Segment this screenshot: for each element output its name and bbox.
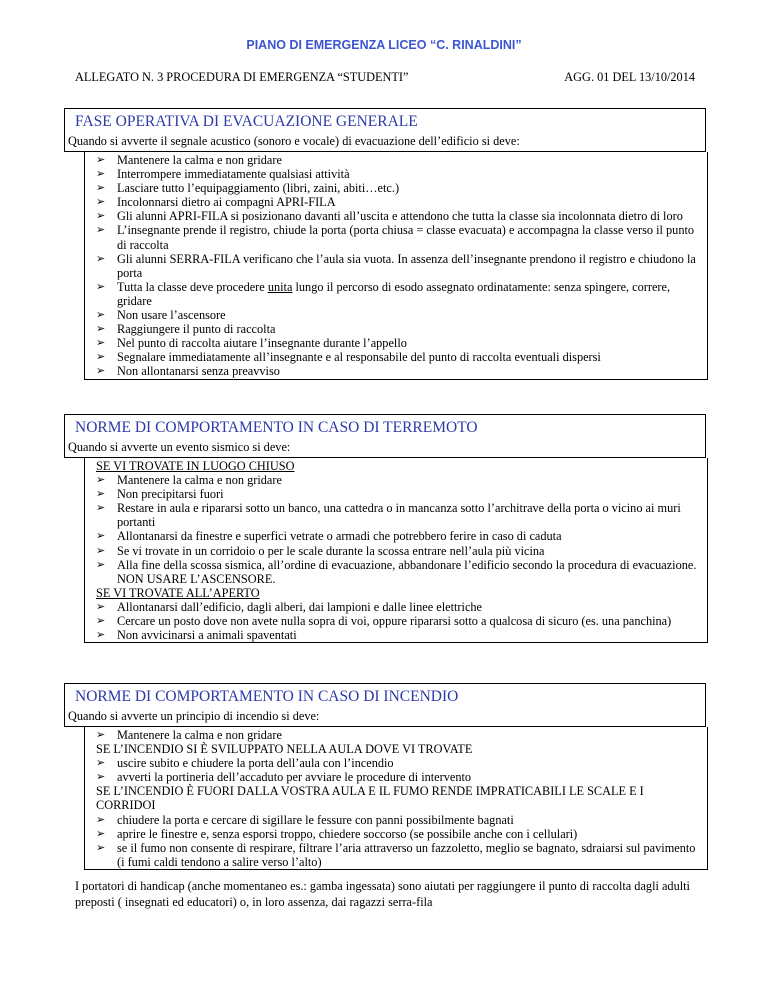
- list-item-text: Tutta la classe deve procedere: [117, 279, 268, 294]
- list-item: [96, 223, 701, 251]
- list-item: [96, 308, 701, 322]
- list-item-text: Mantenere la calma e non gridare: [117, 473, 282, 488]
- list-item-text: Non precipitarsi fuori: [117, 487, 224, 502]
- section-title: NORME DI COMPORTAMENTO IN CASO DI INCENDIO: [75, 688, 459, 705]
- list-item-text: chiudere la porta e cercare di sigillare le fessure con panni possibilmente bagnati: [117, 812, 514, 827]
- list-item: [96, 336, 701, 350]
- list-item: [96, 322, 701, 336]
- arrow-bullet-icon: ➢: [96, 614, 106, 628]
- document-revision: AGG. 01 DEL 13/10/2014: [564, 70, 695, 84]
- arrow-bullet-icon: ➢: [96, 364, 106, 378]
- list-item: [96, 728, 701, 742]
- list-item-text: Se vi trovate in un corridoio o per le scale durante la scossa entrare nell’aula più vicina: [117, 543, 545, 558]
- arrow-bullet-icon: ➢: [96, 628, 106, 642]
- list-item: [96, 181, 701, 195]
- list-item-text-continued: lungo il percorso di esodo assegnato ordinatamente: senza spingere, correre, gridare: [117, 279, 671, 308]
- list-item: [96, 529, 701, 543]
- arrow-bullet-icon: ➢: [96, 501, 106, 515]
- arrow-bullet-icon: ➢: [96, 543, 106, 557]
- list-item: [96, 600, 701, 614]
- list-item-text: Interrompere immediatamente qualsiasi attività: [117, 167, 350, 182]
- subheading: SE L’INCENDIO SI È SVILUPPATO NELLA AULA DOVE VI TROVATE: [96, 742, 473, 757]
- subheading: SE VI TROVATE IN LUOGO CHIUSO: [96, 459, 295, 473]
- list-item-text: Lasciare tutto l’equipaggiamento (libri, zaini, abiti…etc.): [117, 181, 400, 196]
- list-item-text: Non avvicinarsi a animali spaventati: [117, 628, 297, 643]
- list-item-text: Non allontanarsi senza preavviso: [117, 364, 280, 379]
- list-item-text: Raggiungere il punto di raccolta: [117, 322, 276, 337]
- list-item: [96, 350, 701, 364]
- list-item: [96, 167, 701, 181]
- list-item: [96, 827, 701, 841]
- list-item: [96, 770, 701, 784]
- list-item-text: Nel punto di raccolta aiutare l’insegnante durante l’appello: [117, 336, 407, 351]
- list-item: [96, 841, 701, 869]
- list-item-text: Gli alunni SERRA-FILA verificano che l’aula sia vuota. In assenza dell’insegnante prendono il registro e chiudono la porta: [117, 251, 696, 280]
- section-fire-list: [84, 727, 708, 870]
- section-fire-title-box: [64, 683, 706, 707]
- list-item: [96, 195, 701, 209]
- section-intro: Quando si avverte un principio di incendio si deve:: [64, 707, 706, 727]
- section-earthquake-list: [84, 458, 708, 643]
- arrow-bullet-icon: ➢: [96, 209, 106, 223]
- arrow-bullet-icon: ➢: [96, 308, 106, 322]
- list-item-text: avverti la portineria dell’accaduto per avviare le procedure di intervento: [117, 770, 472, 785]
- section-title: NORME DI COMPORTAMENTO IN CASO DI TERREMOTO: [75, 419, 478, 436]
- section-evacuation-title-box: [64, 108, 706, 132]
- footer-note: I portatori di handicap (anche momentaneo es.: gamba ingessata) sono aiutati per raggiungere il punto di raccolta dagli adulti preposti ( insegnati ed educatori) o, in loro assenza, dai ragazzi serra-fila: [75, 879, 690, 909]
- arrow-bullet-icon: ➢: [96, 557, 106, 571]
- arrow-bullet-icon: ➢: [96, 223, 106, 237]
- list-item: [96, 209, 701, 223]
- list-item: [96, 364, 701, 378]
- list-item-text: Segnalare immediatamente all’insegnante e al responsabile del punto di raccolta eventuali dispersi: [117, 350, 601, 365]
- list-item: [96, 544, 701, 558]
- list-item-text: Restare in aula e ripararsi sotto un banco, una cattedra o in mancanza sotto l’architrave della porta o vicino ai muri portanti: [117, 501, 681, 530]
- section-earthquake-title-box: [64, 414, 706, 438]
- list-item: [96, 614, 701, 628]
- arrow-bullet-icon: ➢: [96, 195, 106, 209]
- arrow-bullet-icon: ➢: [96, 840, 106, 854]
- list-item: [96, 252, 701, 280]
- list-item: [96, 501, 701, 529]
- list-item: [96, 756, 701, 770]
- arrow-bullet-icon: ➢: [96, 279, 106, 293]
- list-item-text: Non usare l’ascensore: [117, 308, 226, 323]
- list-item: [96, 628, 701, 642]
- underlined-word: unita: [267, 279, 293, 294]
- list-item-text: Mantenere la calma e non gridare: [117, 153, 282, 167]
- list-item: [96, 473, 701, 487]
- list-item: [96, 487, 701, 501]
- arrow-bullet-icon: ➢: [96, 599, 106, 613]
- list-item-text: L’insegnante prende il registro, chiude la porta (porta chiusa = classe evacuata) e accompagna la classe verso il punto di raccolta: [117, 223, 695, 252]
- arrow-bullet-icon: ➢: [96, 756, 106, 770]
- list-item-text: Allontanarsi da finestre e superfici vetrate o armadi che potrebbero ferire in caso di caduta: [117, 529, 562, 544]
- list-item: [96, 280, 701, 308]
- list-item-text: se il fumo non consente di respirare, filtrare l’aria attraverso un fazzoletto, meglio se bagnato, sdraiarsi sul pavimento (i fumi caldi tendono a salire verso l’alto): [117, 840, 696, 869]
- section-evacuation-list: [84, 152, 708, 380]
- arrow-bullet-icon: ➢: [96, 251, 106, 265]
- list-item-text: Mantenere la calma e non gridare: [117, 728, 282, 742]
- list-item-text: Incolonnarsi dietro ai compagni APRI-FILA: [117, 195, 336, 210]
- list-item-text: aprire le finestre e, senza esporsi troppo, chiedere soccorso (se possibile anche con i cellulari): [117, 826, 578, 841]
- list-item-text: uscire subito e chiudere la porta dell’aula con l’incendio: [117, 756, 394, 771]
- subheading: SE VI TROVATE ALL’APERTO: [96, 585, 260, 600]
- arrow-bullet-icon: ➢: [96, 336, 106, 350]
- arrow-bullet-icon: ➢: [96, 322, 106, 336]
- list-item: [96, 558, 701, 586]
- arrow-bullet-icon: ➢: [96, 826, 106, 840]
- arrow-bullet-icon: ➢: [96, 487, 106, 501]
- page-title: PIANO DI EMERGENZA LICEO “C. RINALDINI”: [246, 38, 522, 52]
- list-item-text: Gli alunni APRI-FILA si posizionano davanti all’uscita e attendono che tutta la classe sia incolonnata dietro di loro: [117, 209, 683, 224]
- document-reference: ALLEGATO N. 3 PROCEDURA DI EMERGENZA “STUDENTI”: [75, 70, 409, 84]
- list-item-text: Alla fine della scossa sismica, all’ordine di evacuazione, abbandonare l’edificio secondo la procedura di evacuazione. NON USARE L’ASCENSORE.: [117, 557, 697, 586]
- arrow-bullet-icon: ➢: [96, 770, 106, 784]
- list-item: [96, 153, 701, 167]
- arrow-bullet-icon: ➢: [96, 167, 106, 181]
- arrow-bullet-icon: ➢: [96, 812, 106, 826]
- arrow-bullet-icon: ➢: [96, 181, 106, 195]
- arrow-bullet-icon: ➢: [96, 473, 106, 487]
- section-title: FASE OPERATIVA DI EVACUAZIONE GENERALE: [75, 113, 418, 130]
- list-item-text: Cercare un posto dove non avete nulla sopra di voi, oppure ripararsi sotto a qualcosa di sicuro (es. una panchina): [117, 614, 672, 629]
- arrow-bullet-icon: ➢: [96, 153, 106, 166]
- subheading: SE L’INCENDIO È FUORI DALLA VOSTRA AULA E IL FUMO RENDE IMPRATICABILI LE SCALE E I CORRIDOI: [96, 784, 644, 813]
- section-intro: Quando si avverte un evento sismico si deve:: [64, 438, 706, 458]
- list-item-text: Allontanarsi dall’edificio, dagli alberi, dai lampioni e dalle linee elettriche: [117, 599, 483, 614]
- arrow-bullet-icon: ➢: [96, 529, 106, 543]
- arrow-bullet-icon: ➢: [96, 350, 106, 364]
- arrow-bullet-icon: ➢: [96, 728, 106, 741]
- section-intro: Quando si avverte il segnale acustico (sonoro e vocale) di evacuazione dell’edificio si deve:: [64, 132, 706, 152]
- list-item: [96, 813, 701, 827]
